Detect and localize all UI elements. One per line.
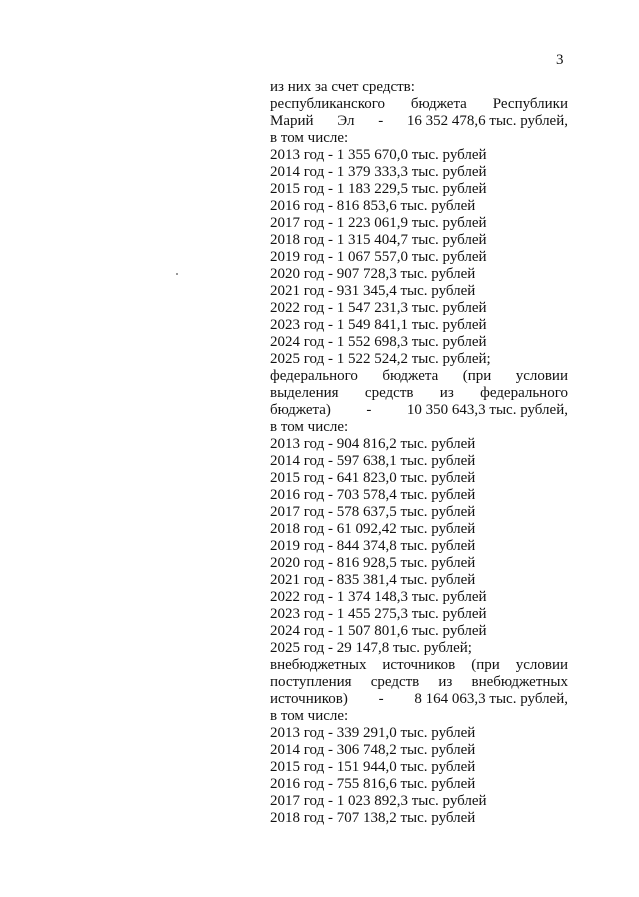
scan-speck [176,273,178,275]
republic-title-line-1 [270,96,568,113]
word: из [438,674,453,690]
dash: - [366,402,372,418]
year-line: 2024 год - 1 507 801,6 тыс. рублей [270,623,487,639]
year-line: 2020 год - 816 928,5 тыс. рублей [270,555,476,571]
year-line: 2018 год - 1 315 404,7 тыс. рублей [270,232,487,248]
extrabudgetary-title-line-2 [270,674,568,691]
federal-including: в том числе: [270,419,349,435]
word: условии [515,368,568,384]
republic-year-list [270,147,568,368]
word: внебюджетных [270,657,367,673]
page-number: 3 [556,52,564,68]
extrabudgetary-total: 8 164 063,3 тыс. рублей, [414,691,568,707]
word: (при [462,368,492,384]
word: условии [515,657,568,673]
year-line: 2015 год - 151 944,0 тыс. рублей [270,759,476,775]
year-line: 2013 год - 1 355 670,0 тыс. рублей [270,147,487,163]
republic-title-line-2 [270,113,568,130]
year-line: 2025 год - 29 147,8 тыс. рублей; [270,640,472,656]
word: из [439,385,454,401]
word: внебюджетных [471,674,568,690]
republic-including: в том числе: [270,130,349,146]
year-line: 2017 год - 1 223 061,9 тыс. рублей [270,215,487,231]
federal-total: 10 350 643,3 тыс. рублей, [406,402,568,418]
federal-title-line-3 [270,402,568,419]
federal-budget-section [270,368,568,657]
word: средств [370,674,420,690]
extrabudgetary-year-list [270,725,568,827]
word: выделения [270,385,339,401]
word: источников) [270,691,348,707]
year-line: 2015 год - 641 823,0 тыс. рублей [270,470,476,486]
year-line: 2024 год - 1 552 698,3 тыс. рублей [270,334,487,350]
year-line: 2014 год - 306 748,2 тыс. рублей [270,742,476,758]
extrabudgetary-title-line-1 [270,657,568,674]
year-line: 2021 год - 931 345,4 тыс. рублей [270,283,476,299]
year-line: 2015 год - 1 183 229,5 тыс. рублей [270,181,487,197]
republic-total: 16 352 478,6 тыс. рублей, [406,113,568,129]
year-line: 2023 год - 1 455 275,3 тыс. рублей [270,606,487,622]
word: республиканского [270,96,385,112]
word: бюджета [410,96,467,112]
federal-title-line-2 [270,385,568,402]
year-line: 2025 год - 1 522 524,2 тыс. рублей; [270,351,491,367]
word: бюджета) [270,402,331,418]
year-line: 2019 год - 844 374,8 тыс. рублей [270,538,476,554]
year-line: 2016 год - 816 853,6 тыс. рублей [270,198,476,214]
word: Эл [337,113,355,129]
year-line: 2022 год - 1 374 148,3 тыс. рублей [270,589,487,605]
year-line: 2014 год - 1 379 333,3 тыс. рублей [270,164,487,180]
year-line: 2019 год - 1 067 557,0 тыс. рублей [270,249,487,265]
republic-budget-section [270,96,568,368]
year-line: 2021 год - 835 381,4 тыс. рублей [270,572,476,588]
year-line: 2018 год - 61 092,42 тыс. рублей [270,521,476,537]
year-line: 2016 год - 703 578,4 тыс. рублей [270,487,476,503]
word: бюджета [382,368,439,384]
federal-title-line-1 [270,368,568,385]
federal-year-list [270,436,568,657]
word: федерального [270,368,358,384]
year-line: 2017 год - 1 023 892,3 тыс. рублей [270,793,487,809]
extrabudgetary-title-line-3 [270,691,568,708]
dash: - [378,113,384,129]
dash: - [378,691,384,707]
extrabudgetary-section [270,657,568,827]
word: средств [364,385,414,401]
year-line: 2018 год - 707 138,2 тыс. рублей [270,810,476,826]
year-line: 2017 год - 578 637,5 тыс. рублей [270,504,476,520]
intro-line: из них за счет средств: [270,79,415,95]
word: Марий [270,113,314,129]
year-line: 2013 год - 339 291,0 тыс. рублей [270,725,476,741]
year-line: 2014 год - 597 638,1 тыс. рублей [270,453,476,469]
extrabudgetary-including: в том числе: [270,708,349,724]
word: поступления [270,674,352,690]
year-line: 2022 год - 1 547 231,3 тыс. рублей [270,300,487,316]
word: (при [471,657,500,673]
word: источников [382,657,456,673]
year-line: 2013 год - 904 816,2 тыс. рублей [270,436,476,452]
word: Республики [492,96,568,112]
funding-text-block [270,79,568,827]
year-line: 2020 год - 907 728,3 тыс. рублей [270,266,476,282]
year-line: 2023 год - 1 549 841,1 тыс. рублей [270,317,487,333]
year-line: 2016 год - 755 816,6 тыс. рублей [270,776,476,792]
word: федерального [480,385,568,401]
